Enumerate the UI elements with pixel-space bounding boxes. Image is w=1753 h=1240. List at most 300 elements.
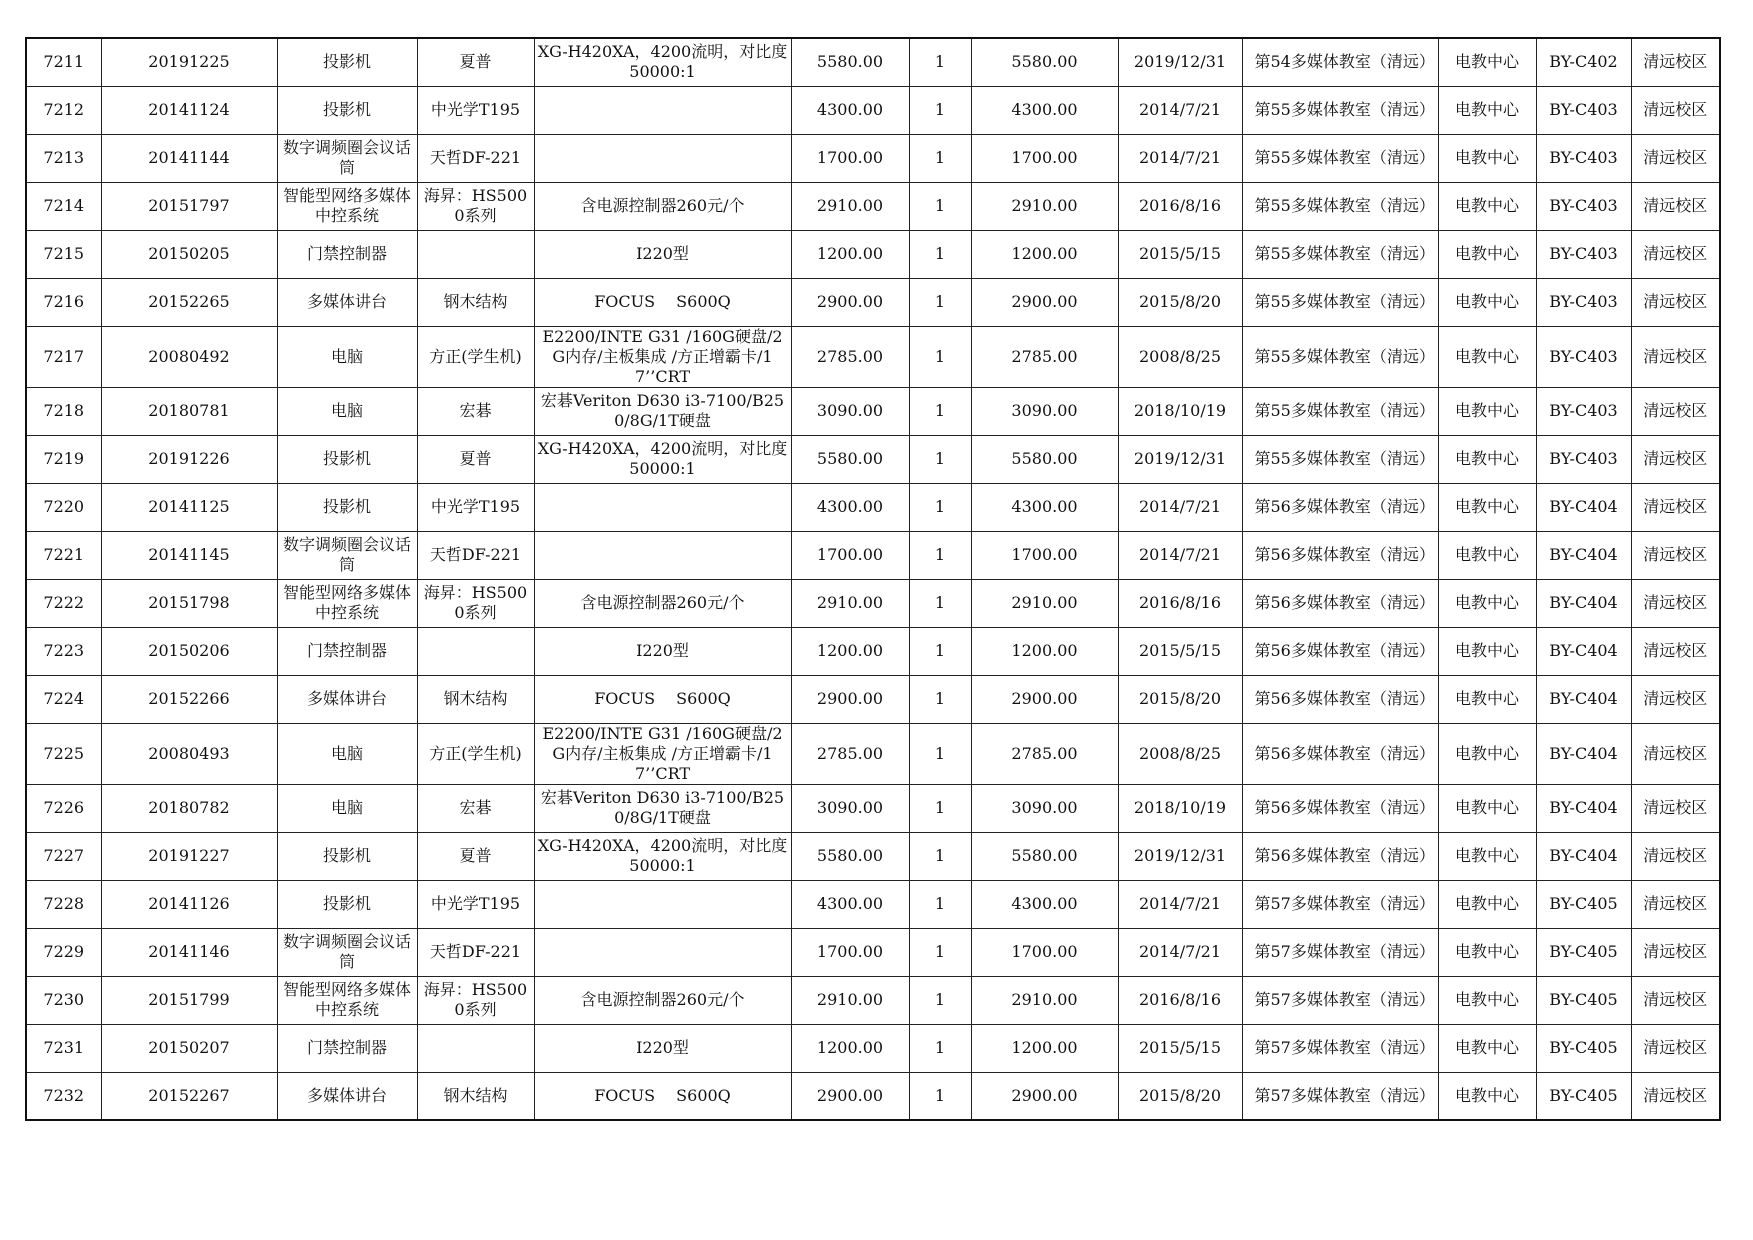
table-row [26,483,1720,531]
asset-name-cell: 智能型网络多媒体中控系统 [277,976,417,1024]
quantity-cell: 1 [909,880,971,928]
quantity-cell: 1 [909,182,971,230]
department-cell: 电教中心 [1438,38,1536,86]
location-cell: 第55多媒体教室（清远） [1242,387,1438,435]
brand-cell: 海昇：HS5000系列 [417,182,534,230]
purchase-date-cell: 2015/5/15 [1118,627,1242,675]
room-code-cell: BY-C405 [1536,1024,1631,1072]
quantity-cell: 1 [909,326,971,387]
asset-number-cell: 20141125 [101,483,277,531]
department-cell: 电教中心 [1438,627,1536,675]
location-cell: 第57多媒体教室（清远） [1242,928,1438,976]
table-row [26,928,1720,976]
room-code-cell: BY-C404 [1536,483,1631,531]
location-cell: 第57多媒体教室（清远） [1242,880,1438,928]
brand-cell: 宏碁 [417,784,534,832]
purchase-date-cell: 2019/12/31 [1118,38,1242,86]
asset-name-cell: 投影机 [277,86,417,134]
department-cell: 电教中心 [1438,784,1536,832]
purchase-date-cell: 2015/5/15 [1118,230,1242,278]
asset-name-cell: 电脑 [277,326,417,387]
room-code-cell: BY-C405 [1536,928,1631,976]
purchase-date-cell: 2015/5/15 [1118,1024,1242,1072]
asset-name-cell: 电脑 [277,784,417,832]
department-cell: 电教中心 [1438,1024,1536,1072]
asset-number-cell: 20141124 [101,86,277,134]
asset-name-cell: 多媒体讲台 [277,1072,417,1120]
brand-cell [417,1024,534,1072]
campus-cell: 清远校区 [1631,832,1720,880]
asset-name-cell: 投影机 [277,880,417,928]
asset-number-cell: 20151797 [101,182,277,230]
amount-cell: 5580.00 [971,832,1118,880]
table-row [26,784,1720,832]
row-number-cell: 7222 [26,579,101,627]
campus-cell: 清远校区 [1631,278,1720,326]
row-number-cell: 7213 [26,134,101,182]
room-code-cell: BY-C404 [1536,675,1631,723]
department-cell: 电教中心 [1438,86,1536,134]
unit-price-cell: 3090.00 [791,387,909,435]
quantity-cell: 1 [909,387,971,435]
location-cell: 第55多媒体教室（清远） [1242,326,1438,387]
spec-cell: FOCUS S600Q [534,675,791,723]
room-code-cell: BY-C403 [1536,435,1631,483]
spec-cell: FOCUS S600Q [534,1072,791,1120]
location-cell: 第55多媒体教室（清远） [1242,230,1438,278]
table-row [26,723,1720,784]
campus-cell: 清远校区 [1631,326,1720,387]
campus-cell: 清远校区 [1631,579,1720,627]
brand-cell: 钢木结构 [417,278,534,326]
amount-cell: 1200.00 [971,1024,1118,1072]
asset-number-cell: 20080492 [101,326,277,387]
spec-cell: I220型 [534,1024,791,1072]
row-number-cell: 7219 [26,435,101,483]
table-row [26,230,1720,278]
amount-cell: 2900.00 [971,1072,1118,1120]
quantity-cell: 1 [909,928,971,976]
row-number-cell: 7215 [26,230,101,278]
campus-cell: 清远校区 [1631,627,1720,675]
row-number-cell: 7227 [26,832,101,880]
department-cell: 电教中心 [1438,326,1536,387]
asset-number-cell: 20141146 [101,928,277,976]
asset-number-cell: 20180782 [101,784,277,832]
location-cell: 第55多媒体教室（清远） [1242,182,1438,230]
spec-cell: E2200/INTE G31 /160G硬盘/2G内存/主板集成 /方正增霸卡/17’’CRT [534,326,791,387]
table-row [26,832,1720,880]
spec-cell [534,880,791,928]
spec-cell: E2200/INTE G31 /160G硬盘/2G内存/主板集成 /方正增霸卡/17’’CRT [534,723,791,784]
asset-number-cell: 20191226 [101,435,277,483]
unit-price-cell: 5580.00 [791,38,909,86]
campus-cell: 清远校区 [1631,1024,1720,1072]
amount-cell: 5580.00 [971,38,1118,86]
row-number-cell: 7226 [26,784,101,832]
table-row [26,38,1720,86]
location-cell: 第56多媒体教室（清远） [1242,832,1438,880]
asset-name-cell: 投影机 [277,832,417,880]
table-row [26,134,1720,182]
room-code-cell: BY-C403 [1536,182,1631,230]
quantity-cell: 1 [909,86,971,134]
spec-cell [534,928,791,976]
amount-cell: 1700.00 [971,531,1118,579]
amount-cell: 2785.00 [971,326,1118,387]
amount-cell: 3090.00 [971,387,1118,435]
quantity-cell: 1 [909,1072,971,1120]
brand-cell: 方正(学生机) [417,723,534,784]
unit-price-cell: 2900.00 [791,1072,909,1120]
purchase-date-cell: 2019/12/31 [1118,435,1242,483]
location-cell: 第57多媒体教室（清远） [1242,976,1438,1024]
department-cell: 电教中心 [1438,928,1536,976]
department-cell: 电教中心 [1438,976,1536,1024]
room-code-cell: BY-C403 [1536,326,1631,387]
room-code-cell: BY-C403 [1536,86,1631,134]
brand-cell: 中光学T195 [417,880,534,928]
quantity-cell: 1 [909,230,971,278]
spec-cell: XG-H420XA，4200流明，对比度50000:1 [534,832,791,880]
amount-cell: 1700.00 [971,134,1118,182]
row-number-cell: 7229 [26,928,101,976]
campus-cell: 清远校区 [1631,531,1720,579]
campus-cell: 清远校区 [1631,723,1720,784]
asset-number-cell: 20180781 [101,387,277,435]
purchase-date-cell: 2016/8/16 [1118,976,1242,1024]
row-number-cell: 7212 [26,86,101,134]
location-cell: 第56多媒体教室（清远） [1242,675,1438,723]
room-code-cell: BY-C403 [1536,278,1631,326]
asset-number-cell: 20191227 [101,832,277,880]
department-cell: 电教中心 [1438,531,1536,579]
location-cell: 第56多媒体教室（清远） [1242,531,1438,579]
room-code-cell: BY-C404 [1536,627,1631,675]
location-cell: 第55多媒体教室（清远） [1242,86,1438,134]
unit-price-cell: 1200.00 [791,1024,909,1072]
asset-number-cell: 20080493 [101,723,277,784]
quantity-cell: 1 [909,134,971,182]
purchase-date-cell: 2014/7/21 [1118,134,1242,182]
purchase-date-cell: 2008/8/25 [1118,723,1242,784]
department-cell: 电教中心 [1438,230,1536,278]
row-number-cell: 7232 [26,1072,101,1120]
purchase-date-cell: 2008/8/25 [1118,326,1242,387]
campus-cell: 清远校区 [1631,134,1720,182]
asset-name-cell: 门禁控制器 [277,230,417,278]
unit-price-cell: 1700.00 [791,134,909,182]
asset-name-cell: 投影机 [277,435,417,483]
asset-number-cell: 20141145 [101,531,277,579]
campus-cell: 清远校区 [1631,182,1720,230]
quantity-cell: 1 [909,627,971,675]
amount-cell: 4300.00 [971,483,1118,531]
campus-cell: 清远校区 [1631,483,1720,531]
asset-name-cell: 电脑 [277,387,417,435]
unit-price-cell: 2900.00 [791,675,909,723]
campus-cell: 清远校区 [1631,38,1720,86]
asset-number-cell: 20152267 [101,1072,277,1120]
purchase-date-cell: 2014/7/21 [1118,483,1242,531]
row-number-cell: 7218 [26,387,101,435]
asset-number-cell: 20150207 [101,1024,277,1072]
spec-cell: FOCUS S600Q [534,278,791,326]
table-row [26,675,1720,723]
asset-number-cell: 20151798 [101,579,277,627]
purchase-date-cell: 2018/10/19 [1118,784,1242,832]
asset-number-cell: 20141144 [101,134,277,182]
location-cell: 第54多媒体教室（清远） [1242,38,1438,86]
amount-cell: 2910.00 [971,976,1118,1024]
row-number-cell: 7223 [26,627,101,675]
campus-cell: 清远校区 [1631,784,1720,832]
unit-price-cell: 4300.00 [791,86,909,134]
table-row [26,182,1720,230]
brand-cell: 天哲DF-221 [417,928,534,976]
unit-price-cell: 2910.00 [791,579,909,627]
asset-name-cell: 数字调频圈会议话筒 [277,134,417,182]
amount-cell: 3090.00 [971,784,1118,832]
unit-price-cell: 2910.00 [791,182,909,230]
purchase-date-cell: 2014/7/21 [1118,86,1242,134]
location-cell: 第57多媒体教室（清远） [1242,1072,1438,1120]
department-cell: 电教中心 [1438,675,1536,723]
campus-cell: 清远校区 [1631,387,1720,435]
amount-cell: 2785.00 [971,723,1118,784]
room-code-cell: BY-C405 [1536,1072,1631,1120]
quantity-cell: 1 [909,976,971,1024]
amount-cell: 1200.00 [971,627,1118,675]
quantity-cell: 1 [909,675,971,723]
asset-name-cell: 电脑 [277,723,417,784]
table-row [26,880,1720,928]
amount-cell: 2910.00 [971,182,1118,230]
purchase-date-cell: 2014/7/21 [1118,928,1242,976]
row-number-cell: 7221 [26,531,101,579]
spec-cell: 宏碁Veriton D630 i3-7100/B250/8G/1T硬盘 [534,784,791,832]
purchase-date-cell: 2016/8/16 [1118,182,1242,230]
table-row [26,326,1720,387]
quantity-cell: 1 [909,278,971,326]
asset-name-cell: 多媒体讲台 [277,675,417,723]
campus-cell: 清远校区 [1631,1072,1720,1120]
spec-cell [534,86,791,134]
quantity-cell: 1 [909,579,971,627]
table-row [26,435,1720,483]
department-cell: 电教中心 [1438,880,1536,928]
row-number-cell: 7230 [26,976,101,1024]
amount-cell: 4300.00 [971,880,1118,928]
table-row [26,86,1720,134]
brand-cell [417,627,534,675]
unit-price-cell: 2785.00 [791,723,909,784]
spec-cell: 宏碁Veriton D630 i3-7100/B250/8G/1T硬盘 [534,387,791,435]
table-row [26,1072,1720,1120]
asset-name-cell: 智能型网络多媒体中控系统 [277,579,417,627]
asset-name-cell: 门禁控制器 [277,627,417,675]
asset-number-cell: 20150206 [101,627,277,675]
spec-cell: XG-H420XA，4200流明，对比度50000:1 [534,38,791,86]
location-cell: 第55多媒体教室（清远） [1242,278,1438,326]
room-code-cell: BY-C404 [1536,832,1631,880]
room-code-cell: BY-C404 [1536,579,1631,627]
row-number-cell: 7220 [26,483,101,531]
location-cell: 第56多媒体教室（清远） [1242,784,1438,832]
row-number-cell: 7214 [26,182,101,230]
campus-cell: 清远校区 [1631,435,1720,483]
amount-cell: 2900.00 [971,278,1118,326]
brand-cell: 夏普 [417,832,534,880]
quantity-cell: 1 [909,723,971,784]
room-code-cell: BY-C403 [1536,134,1631,182]
amount-cell: 2910.00 [971,579,1118,627]
spec-cell [534,483,791,531]
quantity-cell: 1 [909,832,971,880]
unit-price-cell: 5580.00 [791,832,909,880]
campus-cell: 清远校区 [1631,880,1720,928]
purchase-date-cell: 2014/7/21 [1118,880,1242,928]
department-cell: 电教中心 [1438,483,1536,531]
spec-cell: XG-H420XA，4200流明，对比度50000:1 [534,435,791,483]
room-code-cell: BY-C404 [1536,784,1631,832]
purchase-date-cell: 2018/10/19 [1118,387,1242,435]
asset-number-cell: 20151799 [101,976,277,1024]
unit-price-cell: 1200.00 [791,230,909,278]
department-cell: 电教中心 [1438,832,1536,880]
department-cell: 电教中心 [1438,134,1536,182]
location-cell: 第55多媒体教室（清远） [1242,435,1438,483]
asset-name-cell: 门禁控制器 [277,1024,417,1072]
location-cell: 第55多媒体教室（清远） [1242,134,1438,182]
amount-cell: 1200.00 [971,230,1118,278]
room-code-cell: BY-C405 [1536,976,1631,1024]
brand-cell: 天哲DF-221 [417,531,534,579]
brand-cell: 宏碁 [417,387,534,435]
unit-price-cell: 1700.00 [791,531,909,579]
brand-cell: 中光学T195 [417,483,534,531]
purchase-date-cell: 2015/8/20 [1118,278,1242,326]
location-cell: 第56多媒体教室（清远） [1242,483,1438,531]
purchase-date-cell: 2015/8/20 [1118,1072,1242,1120]
quantity-cell: 1 [909,38,971,86]
room-code-cell: BY-C403 [1536,230,1631,278]
asset-name-cell: 多媒体讲台 [277,278,417,326]
table-row [26,531,1720,579]
table-row [26,627,1720,675]
unit-price-cell: 1200.00 [791,627,909,675]
quantity-cell: 1 [909,483,971,531]
spec-cell [534,134,791,182]
quantity-cell: 1 [909,435,971,483]
brand-cell: 方正(学生机) [417,326,534,387]
brand-cell: 钢木结构 [417,1072,534,1120]
unit-price-cell: 5580.00 [791,435,909,483]
spec-cell: I220型 [534,230,791,278]
department-cell: 电教中心 [1438,278,1536,326]
unit-price-cell: 1700.00 [791,928,909,976]
purchase-date-cell: 2014/7/21 [1118,531,1242,579]
amount-cell: 1700.00 [971,928,1118,976]
unit-price-cell: 2785.00 [791,326,909,387]
unit-price-cell: 3090.00 [791,784,909,832]
quantity-cell: 1 [909,1024,971,1072]
quantity-cell: 1 [909,531,971,579]
department-cell: 电教中心 [1438,723,1536,784]
spec-cell: 含电源控制器260元/个 [534,182,791,230]
table-row [26,387,1720,435]
brand-cell: 天哲DF-221 [417,134,534,182]
table-row [26,579,1720,627]
row-number-cell: 7216 [26,278,101,326]
row-number-cell: 7225 [26,723,101,784]
amount-cell: 5580.00 [971,435,1118,483]
amount-cell: 4300.00 [971,86,1118,134]
campus-cell: 清远校区 [1631,86,1720,134]
brand-cell: 中光学T195 [417,86,534,134]
unit-price-cell: 4300.00 [791,483,909,531]
campus-cell: 清远校区 [1631,976,1720,1024]
amount-cell: 2900.00 [971,675,1118,723]
campus-cell: 清远校区 [1631,675,1720,723]
location-cell: 第57多媒体教室（清远） [1242,1024,1438,1072]
table-row [26,278,1720,326]
asset-name-cell: 投影机 [277,483,417,531]
table-row [26,1024,1720,1072]
asset-name-cell: 投影机 [277,38,417,86]
room-code-cell: BY-C405 [1536,880,1631,928]
spec-cell: I220型 [534,627,791,675]
brand-cell: 钢木结构 [417,675,534,723]
purchase-date-cell: 2019/12/31 [1118,832,1242,880]
brand-cell [417,230,534,278]
unit-price-cell: 2900.00 [791,278,909,326]
brand-cell: 夏普 [417,435,534,483]
brand-cell: 海昇：HS5000系列 [417,579,534,627]
purchase-date-cell: 2016/8/16 [1118,579,1242,627]
row-number-cell: 7228 [26,880,101,928]
row-number-cell: 7217 [26,326,101,387]
asset-name-cell: 数字调频圈会议话筒 [277,928,417,976]
department-cell: 电教中心 [1438,182,1536,230]
quantity-cell: 1 [909,784,971,832]
asset-name-cell: 数字调频圈会议话筒 [277,531,417,579]
asset-table [25,37,1721,1121]
location-cell: 第56多媒体教室（清远） [1242,723,1438,784]
table-row [26,976,1720,1024]
unit-price-cell: 4300.00 [791,880,909,928]
asset-number-cell: 20191225 [101,38,277,86]
row-number-cell: 7211 [26,38,101,86]
row-number-cell: 7224 [26,675,101,723]
campus-cell: 清远校区 [1631,230,1720,278]
room-code-cell: BY-C403 [1536,387,1631,435]
room-code-cell: BY-C404 [1536,531,1631,579]
location-cell: 第56多媒体教室（清远） [1242,579,1438,627]
asset-number-cell: 20152265 [101,278,277,326]
spec-cell: 含电源控制器260元/个 [534,976,791,1024]
asset-name-cell: 智能型网络多媒体中控系统 [277,182,417,230]
department-cell: 电教中心 [1438,435,1536,483]
spec-cell: 含电源控制器260元/个 [534,579,791,627]
room-code-cell: BY-C404 [1536,723,1631,784]
location-cell: 第56多媒体教室（清远） [1242,627,1438,675]
brand-cell: 夏普 [417,38,534,86]
campus-cell: 清远校区 [1631,928,1720,976]
asset-number-cell: 20152266 [101,675,277,723]
department-cell: 电教中心 [1438,579,1536,627]
department-cell: 电教中心 [1438,387,1536,435]
